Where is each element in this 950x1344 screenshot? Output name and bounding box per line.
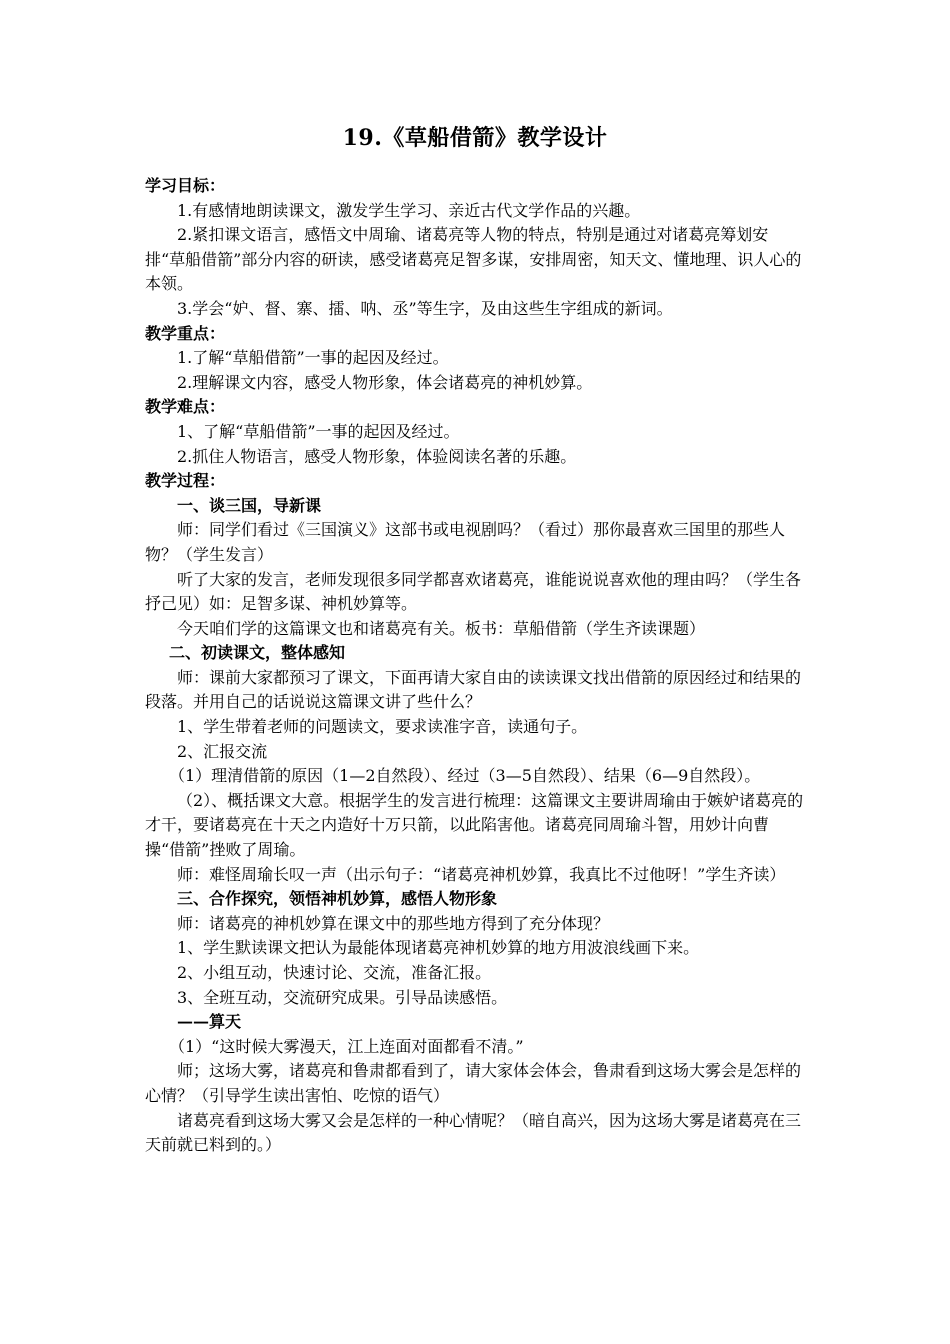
key-point-item: 1.了解“草船借箭”一事的起因及经过。 xyxy=(177,348,449,368)
step2-paragraph: 2、汇报交流 xyxy=(177,741,268,761)
section-heading-process: 教学过程： xyxy=(145,471,226,491)
step3-paragraph: 师：诸葛亮的神机妙算在课文中的那些地方得到了充分体现？ xyxy=(177,913,610,933)
section-heading-key-points: 教学重点： xyxy=(145,323,226,343)
step3-paragraph: 1、学生默读课文把认为最能体现诸葛亮神机妙算的地方用波浪线画下来。 xyxy=(177,938,700,958)
step2-paragraph: 师：难怪周瑜长叹一声（出示句子：“诸葛亮神机妙算，我真比不过他呀！”学生齐读） xyxy=(177,864,786,884)
step2-paragraph: 师：课前大家都预习了课文，下面再请大家自由的读读课文找出借箭的原因经过和结果的段落。并用自己的话说说这篇课文讲了些什么？ xyxy=(145,667,802,712)
step-heading-1: 一、谈三国，导新课 xyxy=(177,495,322,515)
difficulty-item: 2.抓住人物语言，感受人物形象，体验阅读名著的乐趣。 xyxy=(177,446,577,466)
difficulty-item: 1、了解“草船借箭”一事的起因及经过。 xyxy=(177,421,460,441)
subsection-paragraph: （1）“这时候大雾漫天，江上连面对面都看不清。” xyxy=(169,1036,524,1056)
step2-paragraph: 1、学生带着老师的问题读文，要求读准字音，读通句子。 xyxy=(177,717,588,737)
section-heading-goals: 学习目标： xyxy=(145,176,226,195)
step2-paragraph: （2）、概括课文大意。根据学生的发言进行梳理：这篇课文主要讲周瑜由于嫉妒诸葛亮的才干，要诸葛亮在十天之内造好十万只箭，以此陷害他。诸葛亮同周瑜斗智，用妙计向曹操“借箭”挫败了周瑜。 xyxy=(145,790,804,860)
subsection-paragraph: 诸葛亮看到这场大雾又会是怎样的一种心情呢？（暗自高兴，因为这场大雾是诸葛亮在三天前就已料到的。） xyxy=(145,1110,802,1155)
step-heading-2: 二、初读课文，整体感知 xyxy=(169,643,346,663)
step1-paragraph: 听了大家的发言，老师发现很多同学都喜欢诸葛亮，谁能说说喜欢他的理由吗？（学生各抒己见）如：足智多谋、神机妙算等。 xyxy=(145,569,802,614)
document-title: 19.《草船借箭》教学设计 xyxy=(342,125,608,151)
step-heading-3: 三、合作探究，领悟神机妙算，感悟人物形象 xyxy=(177,889,498,909)
step1-paragraph: 师：同学们看过《三国演义》这部书或电视剧吗？（看过）那你最喜欢三国里的那些人物？（学生发言） xyxy=(145,520,786,564)
section-heading-difficulties: 教学难点： xyxy=(145,397,226,417)
step1-paragraph: 今天咱们学的这篇课文也和诸葛亮有关。板书：草船借箭（学生齐读课题） xyxy=(177,618,706,638)
goal-item: 3.学会“妒、督、寨、擂、呐、丞”等生字，及由这些生字组成的新词。 xyxy=(177,298,673,318)
subsection-heading: ——算天 xyxy=(177,1012,242,1032)
goal-item: 1.有感情地朗读课文，激发学生学习、亲近古代文学作品的兴趣。 xyxy=(177,200,641,220)
step3-paragraph: 3、全班互动，交流研究成果。引导品读感悟。 xyxy=(177,987,508,1007)
goal-item: 2.紧扣课文语言，感悟文中周瑜、诸葛亮等人物的特点，特别是通过对诸葛亮筹划安排“草船借箭”部分内容的研读，感受诸葛亮足智多谋，安排周密，知天文、懂地理、识人心的本领。 xyxy=(145,225,802,294)
document-body xyxy=(145,174,807,1158)
step2-paragraph: （1）理清借箭的原因（1—2自然段）、经过（3—5自然段）、结果（6—9自然段）。 xyxy=(169,766,761,786)
step3-paragraph: 2、小组互动，快速讨论、交流，准备汇报。 xyxy=(177,963,492,982)
key-point-item: 2.理解课文内容，感受人物形象，体会诸葛亮的神机妙算。 xyxy=(177,372,593,392)
subsection-paragraph: 师；这场大雾，诸葛亮和鲁肃都看到了，请大家体会体会，鲁肃看到这场大雾会是怎样的心情？（引导学生读出害怕、吃惊的语气） xyxy=(145,1061,802,1105)
